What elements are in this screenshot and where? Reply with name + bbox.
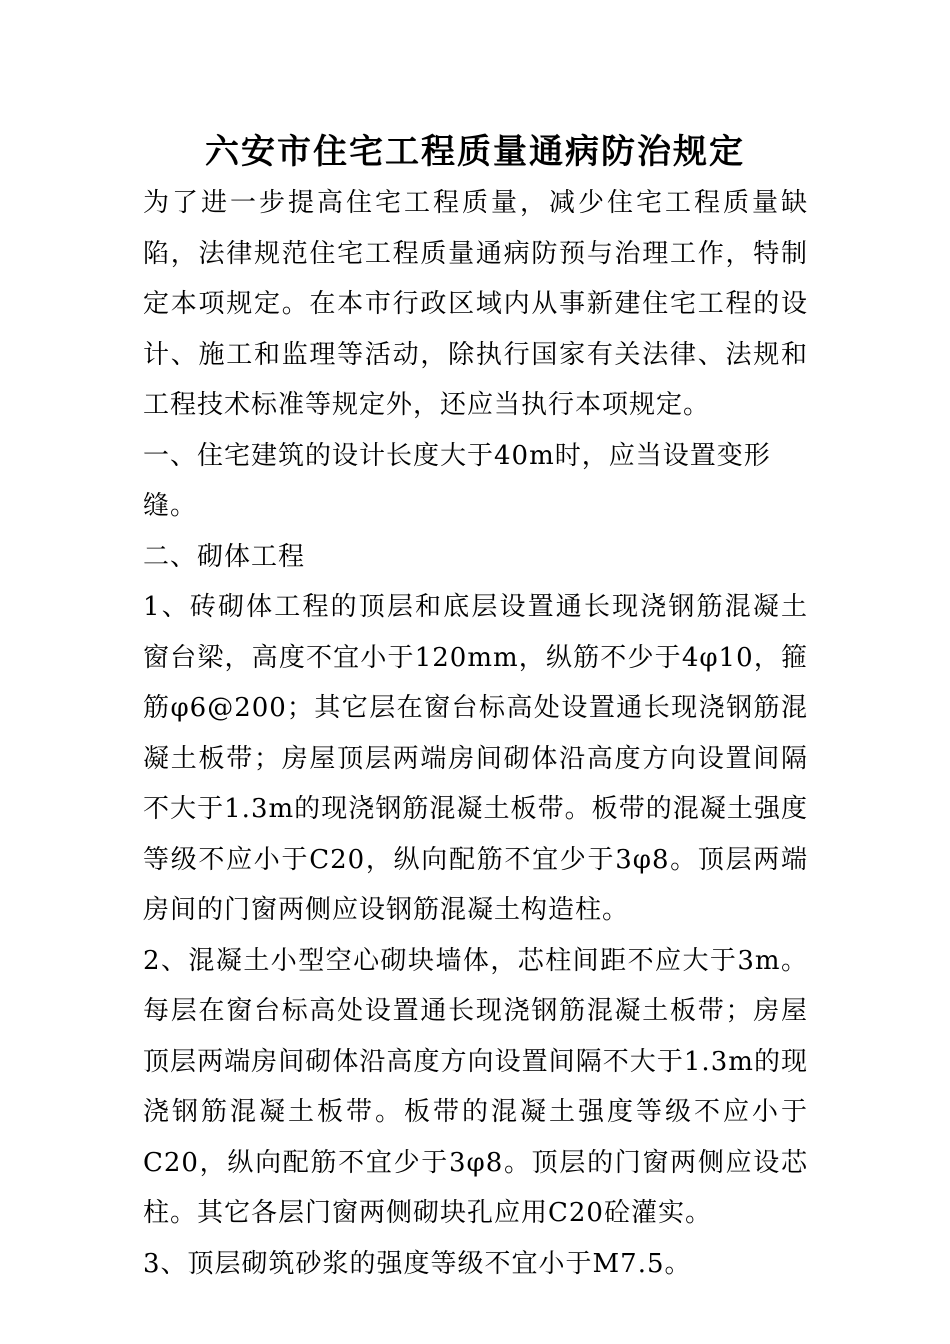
clause-3-paragraph: 3、顶层砌筑砂浆的强度等级不宜小于M7.5。: [143, 1248, 692, 1279]
clause-2-paragraph: 2、混凝土小型空心砌块墙体，芯柱间距不应大于3m。每层在窗台标高处设置通长现浇钢筋混凝土板带；房屋顶层两端房间砌体沿高度方向设置间隔不大于1.3m的现浇钢筋混凝土板带。板带的混凝土强度等级不应小于C20，纵向配筋不宜少于3φ8。顶层的门窗两侧应设芯柱。其它各层门窗两侧砌块孔应用C20砼灌实。: [143, 945, 808, 1228]
section-two-heading: 二、砌体工程: [143, 541, 306, 572]
document-body: [143, 178, 808, 1289]
section-one-paragraph: 一、住宅建筑的设计长度大于40m时，应当设置变形缝。: [143, 440, 771, 521]
document-title: 六安市住宅工程质量通病防治规定: [205, 132, 745, 172]
intro-paragraph: 为了进一步提高住宅工程质量，减少住宅工程质量缺陷，法律规范住宅工程质量通病防预与治理工作，特制定本项规定。在本市行政区域内从事新建住宅工程的设计、施工和监理等活动，除执行国家有关法律、法规和工程技术标准等规定外，还应当执行本项规定。: [143, 188, 808, 420]
clause-1-paragraph: 1、砖砌体工程的顶层和底层设置通长现浇钢筋混凝土窗台梁，高度不宜小于120mm，纵筋不少于4φ10，箍筋φ6@200；其它层在窗台标高处设置通长现浇钢筋混凝土板带；房屋顶层两端房间砌体沿高度方向设置间隔不大于1.3m的现浇钢筋混凝土板带。板带的混凝土强度等级不应小于C20，纵向配筋不宜少于3φ8。顶层两端房间的门窗两侧应设钢筋混凝土构造柱。: [143, 592, 808, 925]
